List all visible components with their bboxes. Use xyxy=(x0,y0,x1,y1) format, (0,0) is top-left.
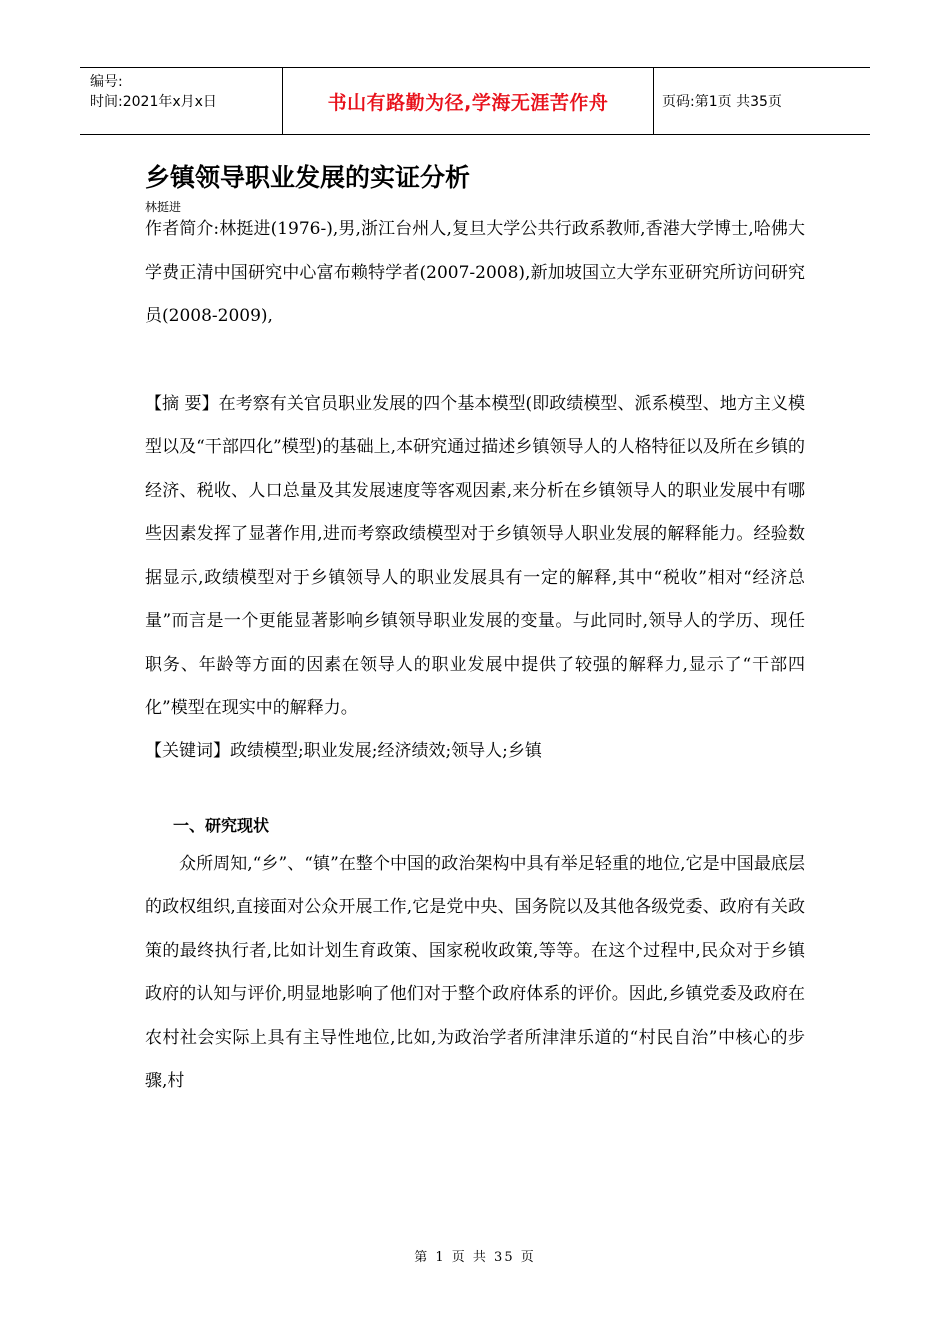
article-body xyxy=(145,160,805,1104)
article-author: 林挺进 xyxy=(145,200,182,214)
abstract-paragraph: 【摘 要】在考察有关官员职业发展的四个基本模型(即政绩模型、派系模型、地方主义模型以及“干部四化”模型)的基础上,本研究通过描述乡镇领导人的人格特征以及所在乡镇的经济、税收、人口总量及其发展速度等客观因素,来分析在乡镇领导人的职业发展中有哪些因素发挥了显著作用,进而考察政绩模型对于乡镇领导人职业发展的解释能力。经验数据显示,政绩模型对于乡镇领导人的职业发展具有一定的解释,其中“税收”相对“经济总量”而言是一个更能显著影响乡镇领导职业发展的变量。与此同时,领导人的学历、现任职务、年龄等方面的因素在领导人的职业发展中提供了较强的解释力,显示了“干部四化”模型在现实中的解释力。 xyxy=(145,393,805,718)
spacer xyxy=(145,339,805,383)
article-title: 乡镇领导职业发展的实证分析 xyxy=(145,163,471,192)
header-motto: 书山有路勤为径,学海无涯苦作舟 xyxy=(327,91,609,114)
header-motto-cell xyxy=(282,68,654,134)
document-number-label: 编号: xyxy=(90,74,123,90)
page-header xyxy=(80,67,870,135)
section-heading: 一、研究现状 xyxy=(173,815,270,835)
author-intro: 作者简介:林挺进(1976-),男,浙江台州人,复旦大学公共行政系教师,香港大学博士,哈佛大学费正清中国研究中心富布赖特学者(2007-2008),新加坡国立大学东亚研究所访问研究员(2008-2009), xyxy=(145,219,805,326)
section-body-paragraph: 众所周知,“乡”、“镇”在整个中国的政治架构中具有举足轻重的地位,它是中国最底层的政权组织,直接面对公众开展工作,它是党中央、国务院以及其他各级党委、政府有关政策的最终执行者,比如计划生育政策、国家税收政策,等等。在这个过程中,民众对于乡镇政府的认知与评价,明显地影响了他们对于整个政府体系的评价。因此,乡镇党委及政府在农村社会实际上具有主导性地位,比如,为政治学者所津津乐道的“村民自治”中核心的步骤,村 xyxy=(145,853,805,1091)
page-footer: 第 1 页 共 35 页 xyxy=(414,1250,536,1265)
header-meta xyxy=(80,68,282,134)
document-date-label: 时间:2021年x月x日 xyxy=(90,94,217,110)
header-page-number: 页码:第1页 共35页 xyxy=(662,94,782,110)
header-page-cell xyxy=(654,68,870,134)
keywords-line: 【关键词】政绩模型;职业发展;经济绩效;领导人;乡镇 xyxy=(145,740,542,761)
